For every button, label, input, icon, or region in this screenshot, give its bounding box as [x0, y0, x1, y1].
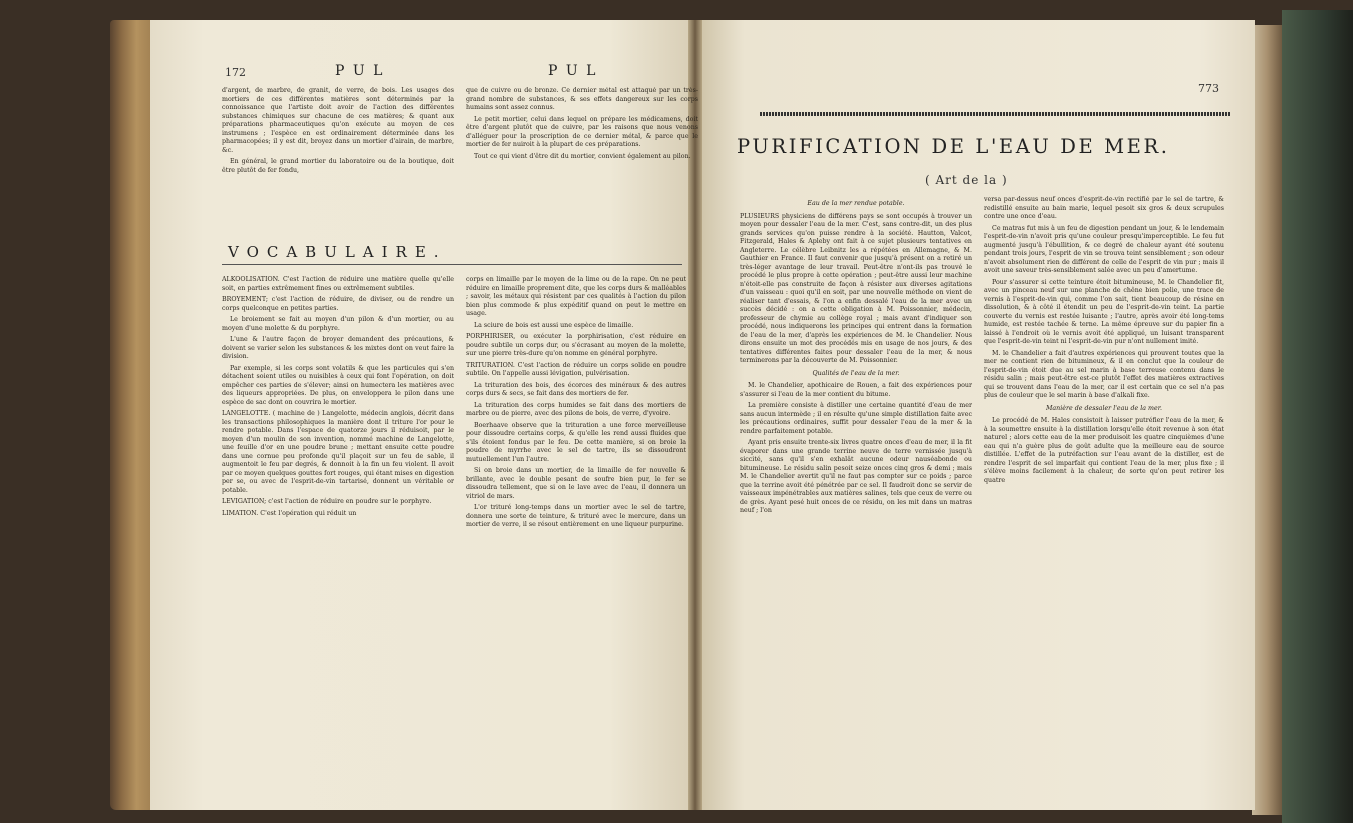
entry-langelotte: LANGELOTTE. ( machine de ) Langelotte, médecin anglois, décrit dans les transactions philosophiques la manière dont il triture l'or pour le rendre potable. Dans l'espace de quatorze jours il réduisoit, par le moyen d'un moulin de son invention, nommé machine de Langelotte, une feuille d'or en une poudre brune ; mettant ensuite cette poudre dans une cornue peu profonde qu'il plaçoit sur un feu de sable, il augmentoit le feu par degrés, & donnoit à la fin un feu violent. Il avoit par ce moyen quelques gouttes fort rouges, qui étant mises en digestion per se, ou avec de l'esprit-de-vin tartarisé, donnent un véritable or potable.	[222, 410, 454, 494]
paragraph: L'or trituré long-temps dans un mortier avec le sel de tartre, donnera une sorte de teinture, & trituré avec le mercure, dans un mortier de verre, il se résout entièrement en une liqueur purpurine.	[466, 504, 686, 528]
vocabulary-heading: VOCABULAIRE.	[228, 243, 447, 261]
paragraph: La trituration des corps humides se fait dans des mortiers de marbre ou de pierre, avec des pilons de bois, de verre, d'yvoire.	[466, 401, 686, 417]
paragraph: Ayant pris ensuite trente-six livres quatre onces d'eau de mer, il la fit évaporer dans une grande terrine neuve de terre vernissée jusqu'à siccité, sans qu'il s'en exhalât aucune odeur nauséabonde ou bitumineuse. Le résidu salin pesoit seize onces cinq gros & demi ; mais M. le Chandelier avertit qu'il ne faut pas compter sur ce poids ; parce que la terrine avoit été pénétrée par ce sel. Il faudroit donc se servir de vaisseaux impénétrables aux matières salines, tels que ceux de verre ou de grès. Ayant pesé huit onces de ce résidu, on les mit dans un matras neuf ; l'on	[740, 439, 972, 514]
paragraph: La sciure de bois est aussi une espèce de limaille.	[474, 321, 634, 329]
article-title: PURIFICATION DE L'EAU DE MER.	[737, 135, 1170, 158]
paragraph: Le petit mortier, celui dans lequel on prépare les médicamens, doit être d'argent plutôt que de cuivre, par les raisons que nous venons d'alléguer pour la proscription de ce dernier métal, & parce que le mortier de fer nuiroit à la plupart de ces préparations.	[466, 115, 698, 148]
entry-alkoolisation: ALKOOLISATION. C'est l'action de réduire une matière quelle qu'elle soit, en parties extrêmement fines ou extrêmement subtiles.	[222, 276, 454, 292]
entry-broyement: BROYEMENT; c'est l'action de réduire, de diviser, ou de rendre un corps quelconque en petites parties.	[222, 296, 454, 312]
paragraph: corps en limaille par le moyen de la lime ou de la rape. On ne peut réduire en limaille proprement dite, que les corps durs & malléables ; savoir, les métaux qui résistent par ces qualités à l'action du pilon bien plus commode & plus expéditif quand on peut le mettre en usage.	[466, 276, 686, 317]
divider	[222, 264, 682, 265]
vocabulary-column-2	[466, 276, 686, 774]
paragraph: Tout ce qui vient d'être dit du mortier, convient également au pilon.	[474, 152, 691, 160]
right-column-1	[740, 196, 972, 774]
paragraph: versa par-dessus neuf onces d'esprit-de-vin rectifié par le sel de tartre, & redistillé ensuite au bain marie, lequel pesoit six gros & deux scrupules contre une once d'eau.	[984, 196, 1224, 220]
paragraph: Le procédé de M. Hales consistoit à laisser putréfier l'eau de la mer, & à la soumettre ensuite à la distillation lorsqu'elle étoit revenue à son état naturel ; alors cette eau de la mer produisoit les quatre cinquièmes d'une eau qui n'a guère plus de goût adulte que la meilleure eau de source distillée. L'effet de la putréfaction sur l'eau avant de la distiller, est de rendre l'esprit de sel imparfait qui contient l'eau de la mer, plus fixe ; il s'élève moins facilement à la chaleur, de sorte qu'on peut retirer les quatre	[984, 417, 1224, 484]
paragraph: PLUSIEURS physiciens de différens pays se sont occupés à trouver un moyen pour dessaler l'eau de la mer. C'est, sans contre-dit, un des plus grands services qu'on puisse rendre à la société. Hautton, Valcot, Fitzgerald, Hales & Apleby ont fait à ce sujet plusieurs tentatives en Angleterre. Le célèbre Leibnitz les a répétées en Allemagne, & M. Gauthier en France. Il faut convenir que jusqu'à présent on a retiré un très-léger avantage de leur travail. Peut-être n'ont-ils pas trouvé le procédé le plus propre à cette opération ; peut-être aussi leur machine n'étoit-elle pas construite de façon à résister aux diverses agitations d'un vaisseau : quoi qu'il en soit, par une nouvelle méthode on vient de réaliser tant d'essais, & l'on a enfin dessalé l'eau de la mer avec un succès décidé : on a cette obligation à M. Poissonnier, médecin, professeur de chymie au collège royal ; mais avant d'indiquer son procédé, nous indiquerons les principes qui entrent dans la formation de l'eau de la mer, d'après les expériences de M. le Chandelier. Nous dirons ensuite un mot des procédés mis en usage de nos jours, & des tentatives différentes faites pour dessaler l'eau de la mer, & nous terminerons par la découverte de M. Poissonnier.	[740, 212, 972, 364]
left-running-head-1: P U L	[335, 63, 385, 79]
paragraph: Ce matras fut mis à un feu de digestion pendant un jour, & le lendemain l'esprit-de-vin n'avoit pris qu'une couleur presqu'imperceptible. Le feu fut augmenté jusqu'à l'ébullition, & ce degré de chaleur ayant été soutenu pendant trois jours, l'esprit de vin se trouva teint sensiblement ; son odeur n'avoit absolument rien de différent de celle de l'esprit de vin pur ; mais il avoit une saveur très-sensiblement salée avec un peu d'amertume.	[984, 224, 1224, 274]
section-heading: Qualités de l'eau de la mer.	[812, 369, 900, 377]
paragraph: Boerhaave observe que la trituration a une force merveilleuse pour dissoudre certains corps, & qu'elle les rend aussi fluides que s'ils étoient fondus par le feu. De cette manière, si on broie la poudre de myrrhe avec le sel de tartre, ils se dissoudront mutuellement l'un l'autre.	[466, 421, 686, 463]
paragraph: L'une & l'autre façon de broyer demandent des précautions, & doivent se varier selon les substances & les mixtes dont on veut faire la division.	[222, 336, 454, 360]
left-top-column-2	[466, 87, 698, 232]
paragraph: Si on broie dans un mortier, de la limaille de fer nouvelle & brillante, avec le double pesant de soufre bien pur, le fer se dissoudra tellement, que si on le lave avec de l'eau, il donnera un vitriol de mars.	[466, 467, 686, 500]
entry-trituration: TRITURATION. C'est l'action de réduire un corps solide en poudre subtile. On l'appelle aussi lévigation, pulvérisation.	[466, 361, 686, 377]
paragraph: Le broiement se fait au moyen d'un pilon & d'un mortier, ou au moyen d'une molette & du porphyre.	[222, 316, 454, 332]
right-page-number: 773	[1198, 82, 1219, 95]
vocabulary-column-1	[222, 276, 454, 774]
paragraph: Pour s'assurer si cette teinture étoit bitumineuse, M. le Chandelier fit, avec un pinceau neuf sur une planche de chêne bien polie, une trace de vernis à l'esprit-de-vin qui, comme l'on sait, tient beaucoup de résine en dissolution, & à côté il étendit un peu de l'esprit-de-vin teint. La partie couverte du vernis est restée luisante ; l'autre, après avoir été long-tems humide, est restée tachée & terne. La même épreuve sur du papier fin a laissé à l'endroit où le vernis avoit été appliqué, un luisant transparent que l'esprit-de-vin teint ni l'esprit-de-vin pur n'ont nullement imité.	[984, 278, 1224, 345]
right-page-edge	[1252, 25, 1282, 815]
background-right	[1282, 10, 1353, 823]
right-column-2	[984, 196, 1224, 774]
entry-porphiriser: PORPHIRISER, ou exécuter la porphirisation, c'est réduire en poudre subtile un corps dur, ou s'écrasant au moyen de la molette, sur une pierre très-dure qu'on nomme en général porphyre.	[466, 333, 686, 357]
entry-levigation: LEVIGATION; c'est l'action de réduire en poudre sur le porphyre.	[222, 498, 432, 505]
left-page-number: 172	[225, 66, 246, 79]
left-top-column-1	[222, 87, 454, 232]
paragraph: Par exemple, si les corps sont volatils & que les particules qui s'en détachent soient utiles ou nuisibles à ceux qui font l'opération, on doit empêcher ces parties de s'élever; ainsi on humectera les matières avec des liqueurs appropriées. De plus, on enveloppera le pilon dans une espèce de sac dont on couvrira le mortier.	[222, 364, 454, 406]
paragraph: En général, le grand mortier du laboratoire ou de la boutique, doit être plutôt de fer fondu,	[222, 158, 454, 174]
paragraph: M. le Chandelier a fait d'autres expériences qui prouvent toutes que la mer ne contient rien de bitumineux, & il en conclut que la couleur de l'esprit-de-vin étoit due au sel marin à base terreuse contenu dans le résidu salin ; mais peut-être est-ce plutôt l'effet des matières extractives qui se trouvent dans l'eau de la mer, car il est certain que ce sel n'a pas plus de couleur que le sel marin à base d'alkali fixe.	[984, 349, 1224, 399]
section-heading: Eau de la mer rendue potable.	[807, 200, 905, 207]
paragraph: d'argent, de marbre, de granit, de verre, de bois. Les usages des mortiers de ces différentes matières sont déterminés par la connoissance que l'artiste doit avoir de l'action des différentes substances chimiques sur chacune de ces matières; & quant aux préparations pharmaceutiques qu'on exécute au moyen de ces instrumens ; l'espèce en est ordinairement déterminée dans les pharmacopées; il y est dit, broyez dans un mortier d'airain, de marbre, &c.	[222, 87, 454, 154]
section-heading: Manière de dessaler l'eau de la mer.	[1045, 404, 1163, 412]
paragraph: La première consiste à distiller une certaine quantité d'eau de mer sans aucun intermède ; il en résulte qu'une simple distillation faite avec les précautions ordinaires, suffit pour dessaler l'eau de la mer & la rendre parfaitement potable.	[740, 402, 972, 435]
paragraph: M. le Chandelier, apothicaire de Rouen, a fait des expériences pour s'assurer si l'eau de la mer contient du bitume.	[740, 382, 972, 398]
article-subtitle: ( Art de la )	[925, 173, 1008, 187]
paragraph: La trituration des bois, des écorces des minéraux & des autres corps durs & secs, se fait dans des mortiers de fer.	[466, 381, 686, 397]
entry-limation: LIMATION. C'est l'opération qui réduit un	[222, 509, 357, 517]
decorative-border	[760, 112, 1230, 116]
paragraph: que de cuivre ou de bronze. Ce dernier métal est attaqué par un très-grand nombre de substances, & ses effets dangereux sur les corps humains sont assez connus.	[466, 87, 698, 111]
left-running-head-2: P U L	[548, 63, 598, 79]
